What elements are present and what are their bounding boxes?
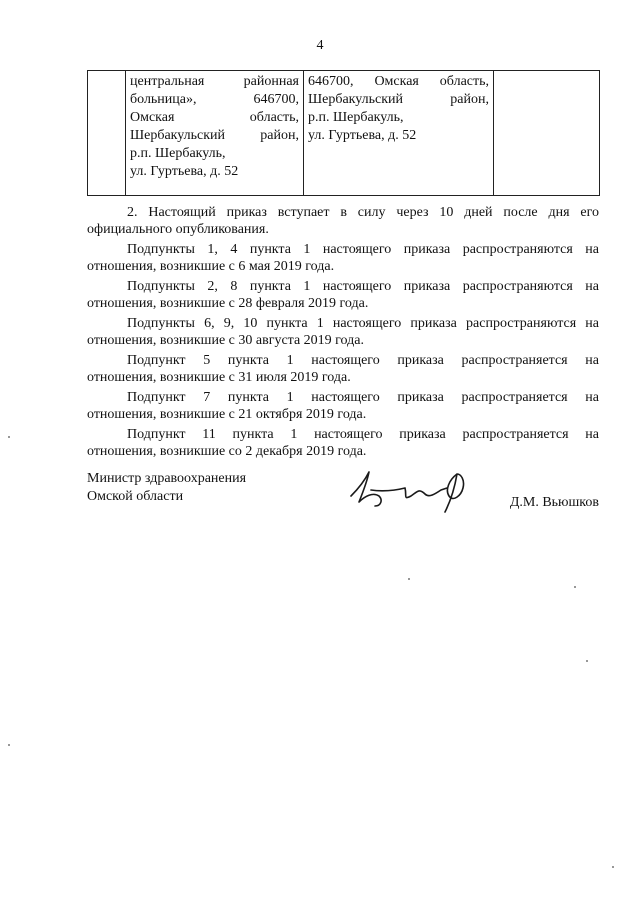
cell-line: Омская область,: [130, 110, 299, 125]
cell-line: р.п. Шербакуль,: [308, 110, 404, 125]
minister-title-line: Министр здравоохранения: [87, 471, 247, 486]
minister-title: [87, 470, 246, 506]
cell-line: Шербакульский район,: [130, 128, 299, 143]
cell-line: р.п. Шербакуль,: [130, 146, 226, 161]
cell-line: больница», 646700,: [130, 92, 299, 107]
paragraph-line: отношения, возникшие со 2 декабря 2019 года.: [87, 444, 367, 459]
paragraph-line: официального опубликования.: [87, 222, 269, 237]
minister-title-line: Омской области: [87, 489, 184, 504]
paragraph-line: Подпункт 5 пункта 1 настоящего приказа распространяется на: [127, 353, 599, 368]
cell-line: центральная районная: [130, 74, 299, 89]
paragraph: [87, 389, 599, 423]
signature-block: [87, 470, 599, 520]
paragraph-line: отношения, возникшие с 30 августа 2019 года.: [87, 333, 364, 348]
scan-speck: [574, 586, 576, 588]
scan-speck: [408, 578, 410, 580]
cell-line: 646700, Омская область,: [308, 74, 489, 89]
scan-speck: [8, 744, 10, 746]
scan-speck: [8, 436, 10, 438]
table-cell-number: [88, 71, 126, 196]
paragraph-line: отношения, возникшие с 28 февраля 2019 года.: [87, 296, 369, 311]
paragraph-line: Подпункт 11 пункта 1 настоящего приказа распространяется на: [127, 427, 599, 442]
cell-line: ул. Гуртьева, д. 52: [130, 164, 239, 179]
organization-table: [87, 70, 600, 196]
paragraph-line: отношения, возникшие с 21 октября 2019 года.: [87, 407, 367, 422]
handwritten-signature: [345, 466, 475, 514]
paragraph-line: отношения, возникшие с 31 июля 2019 года.: [87, 370, 351, 385]
paragraph: [87, 352, 599, 386]
paragraph-line: Подпункты 6, 9, 10 пункта 1 настоящего приказа распространяются на: [127, 316, 599, 331]
paragraph: [87, 241, 599, 275]
page-number: 4: [316, 38, 324, 53]
paragraph-line: 2. Настоящий приказ вступает в силу через 10 дней после дня его: [127, 205, 599, 220]
paragraph-line: Подпункт 7 пункта 1 настоящего приказа распространяется на: [127, 390, 599, 405]
paragraph: [87, 315, 599, 349]
table-row: [88, 71, 600, 196]
paragraph: [87, 278, 599, 312]
table-cell-address: [304, 71, 494, 196]
cell-line: ул. Гуртьева, д. 52: [308, 128, 417, 143]
paragraph-line: Подпункты 1, 4 пункта 1 настоящего приказа распространяются на: [127, 242, 599, 257]
paragraph: [87, 204, 599, 238]
paragraph-line: отношения, возникшие с 6 мая 2019 года.: [87, 259, 335, 274]
table-cell-organization: [126, 71, 304, 196]
scan-speck: [586, 660, 588, 662]
scan-speck: [612, 866, 614, 868]
table-cell-empty: [494, 71, 600, 196]
paragraph-line: Подпункты 2, 8 пункта 1 настоящего приказа распространяются на: [127, 279, 599, 294]
paragraph: [87, 426, 599, 460]
minister-name: Д.М. Вьюшков: [509, 495, 599, 510]
cell-line: Шербакульский район,: [308, 92, 489, 107]
order-body: [87, 204, 599, 463]
